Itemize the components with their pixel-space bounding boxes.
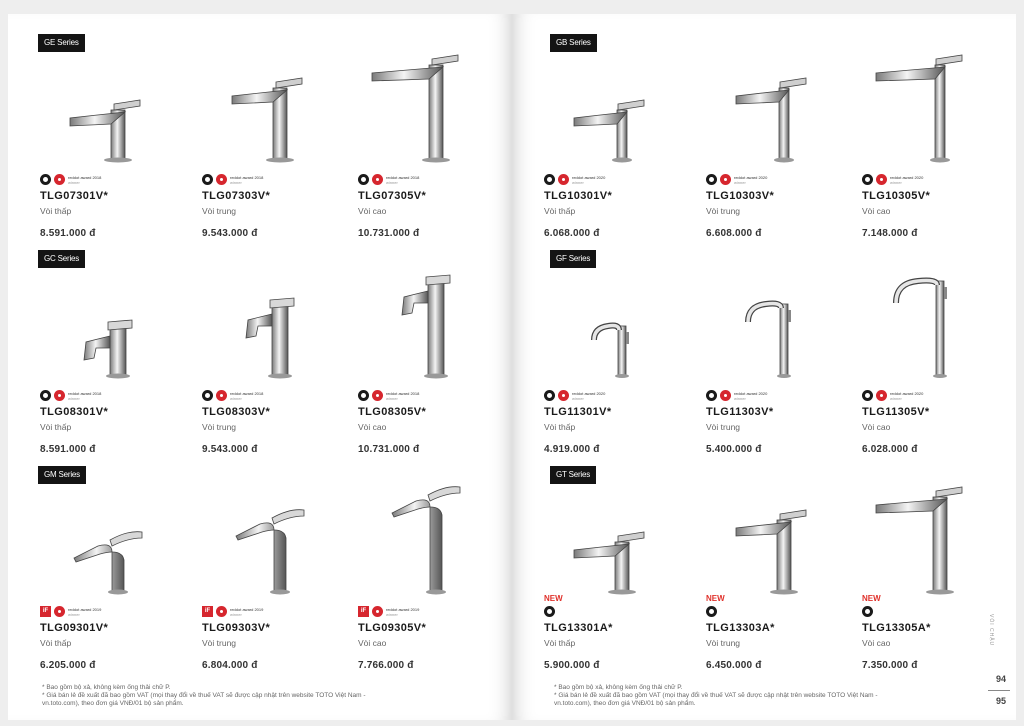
award-badges (544, 174, 606, 185)
series-tag: GF Series (550, 250, 596, 268)
award-title: reddot award 2020 (572, 174, 606, 180)
award-sub: winner (734, 179, 746, 185)
product-price: 10.731.000 đ (358, 444, 420, 455)
product-price: 9.543.000 đ (202, 228, 258, 239)
reddot-icon (876, 390, 887, 401)
series-tag: GE Series (38, 34, 85, 52)
product-code: TLG08305V* (358, 406, 427, 418)
product-type: Vòi cao (358, 422, 387, 432)
product-type: Vòi thấp (544, 422, 576, 432)
product-type: Vòi cao (358, 638, 387, 648)
if-award-icon: iF (202, 606, 213, 617)
product-type: Vòi thấp (40, 638, 72, 648)
award-sub: winner (230, 179, 242, 185)
circle-logo-icon (202, 390, 213, 401)
product-price: 5.400.000 đ (706, 444, 762, 455)
circle-logo-icon (706, 606, 717, 617)
reddot-icon (558, 390, 569, 401)
product-image (346, 48, 496, 168)
product-price: 6.804.000 đ (202, 660, 258, 671)
award-sub: winner (890, 179, 902, 185)
award-title: reddot award 2018 (230, 390, 264, 396)
new-badge: NEW (706, 594, 725, 603)
product-type: Vòi thấp (40, 422, 72, 432)
award-text (386, 391, 420, 401)
award-title: reddot award 2020 (890, 174, 924, 180)
product-type: Vòi trung (706, 206, 741, 216)
reddot-icon (558, 174, 569, 185)
reddot-icon (720, 390, 731, 401)
new-badge: NEW (862, 594, 881, 603)
circle-logo-icon (862, 390, 873, 401)
faucet-icon (532, 48, 682, 168)
award-badges (706, 390, 768, 401)
circle-logo-icon (202, 174, 213, 185)
product-card (190, 48, 340, 248)
reddot-icon (54, 174, 65, 185)
faucet-icon (850, 48, 1000, 168)
series-tag: GM Series (38, 466, 86, 484)
if-award-icon: iF (40, 606, 51, 617)
award-sub: winner (230, 611, 242, 617)
product-price: 8.591.000 đ (40, 228, 96, 239)
product-image (190, 480, 340, 600)
circle-logo-icon (862, 174, 873, 185)
award-badges (202, 174, 264, 185)
award-text (890, 391, 924, 401)
circle-logo-icon (544, 390, 555, 401)
product-type: Vòi thấp (544, 206, 576, 216)
award-badges (544, 606, 555, 617)
product-price: 4.919.000 đ (544, 444, 600, 455)
product-type: Vòi trung (202, 206, 237, 216)
product-card (28, 48, 178, 248)
product-code: TLG07305V* (358, 190, 427, 202)
award-sub: winner (572, 179, 584, 185)
product-price: 6.068.000 đ (544, 228, 600, 239)
award-sub: winner (734, 395, 746, 401)
faucet-icon (346, 48, 496, 168)
circle-logo-icon (544, 174, 555, 185)
product-price: 6.608.000 đ (706, 228, 762, 239)
circle-logo-icon (544, 606, 555, 617)
award-title: reddot award 2019 (230, 606, 264, 612)
award-title: reddot award 2018 (230, 174, 264, 180)
product-type: Vòi thấp (544, 638, 576, 648)
product-card (190, 264, 340, 464)
product-type: Vòi trung (706, 422, 741, 432)
product-image (850, 264, 1000, 384)
award-text (230, 391, 264, 401)
product-type: Vòi thấp (40, 206, 72, 216)
series-tag: GB Series (550, 34, 597, 52)
award-badges (706, 606, 717, 617)
product-code: TLG11303V* (706, 406, 774, 418)
product-price: 10.731.000 đ (358, 228, 420, 239)
circle-logo-icon (358, 390, 369, 401)
product-type: Vòi cao (862, 206, 891, 216)
product-code: TLG10305V* (862, 190, 931, 202)
product-image (190, 48, 340, 168)
footnote-line: * Bao gồm bộ xả, không kèm ống thải chữ P. (42, 684, 171, 691)
award-badges (202, 390, 264, 401)
award-title: reddot award 2018 (68, 390, 102, 396)
product-card (850, 48, 1000, 248)
award-text (386, 175, 420, 185)
product-price: 6.450.000 đ (706, 660, 762, 671)
product-card (694, 48, 844, 248)
award-title: reddot award 2018 (386, 174, 420, 180)
faucet-icon (532, 480, 682, 600)
faucet-icon (28, 48, 178, 168)
product-price: 7.350.000 đ (862, 660, 918, 671)
award-text (572, 391, 606, 401)
award-text (68, 391, 102, 401)
award-title: reddot award 2020 (572, 390, 606, 396)
faucet-icon (532, 264, 682, 384)
award-title: reddot award 2019 (386, 606, 420, 612)
award-sub: winner (386, 611, 398, 617)
product-code: TLG10301V* (544, 190, 613, 202)
product-card (532, 48, 682, 248)
reddot-icon (720, 174, 731, 185)
award-text (734, 175, 768, 185)
award-title: reddot award 2020 (890, 390, 924, 396)
circle-logo-icon (358, 174, 369, 185)
product-card (532, 480, 682, 680)
product-image (532, 264, 682, 384)
reddot-icon (372, 606, 383, 617)
product-code: TLG13305A* (862, 622, 931, 634)
if-award-icon: iF (358, 606, 369, 617)
award-text (68, 607, 102, 617)
series-tag: GC Series (38, 250, 85, 268)
product-code: TLG09303V* (202, 622, 271, 634)
product-image (694, 480, 844, 600)
award-text (734, 391, 768, 401)
product-code: TLG11305V* (862, 406, 930, 418)
product-type: Vòi trung (202, 638, 237, 648)
product-image (850, 480, 1000, 600)
reddot-icon (216, 606, 227, 617)
product-image (694, 48, 844, 168)
award-badges (358, 174, 420, 185)
product-card (190, 480, 340, 680)
product-type: Vòi trung (202, 422, 237, 432)
faucet-icon (850, 264, 1000, 384)
reddot-icon (54, 606, 65, 617)
award-text (386, 607, 420, 617)
faucet-icon (190, 48, 340, 168)
award-badges (202, 606, 264, 617)
award-badges (40, 174, 102, 185)
faucet-icon (190, 480, 340, 600)
award-text (890, 175, 924, 185)
award-sub: winner (890, 395, 902, 401)
faucet-icon (694, 264, 844, 384)
product-type: Vòi cao (862, 422, 891, 432)
circle-logo-icon (706, 390, 717, 401)
product-card (694, 264, 844, 464)
page-right (512, 14, 1016, 720)
product-code: TLG08303V* (202, 406, 271, 418)
product-price: 9.543.000 đ (202, 444, 258, 455)
product-code: TLG07301V* (40, 190, 109, 202)
award-sub: winner (68, 179, 80, 185)
award-sub: winner (68, 395, 80, 401)
award-sub: winner (386, 179, 398, 185)
new-badge: NEW (544, 594, 563, 603)
faucet-icon (850, 480, 1000, 600)
footnote-line: * Bao gồm bộ xả, không kèm ống thải chữ P. (554, 684, 683, 691)
faucet-icon (694, 480, 844, 600)
faucet-icon (346, 264, 496, 384)
faucet-icon (346, 480, 496, 600)
product-image (532, 48, 682, 168)
product-card (694, 480, 844, 680)
product-card (532, 264, 682, 464)
award-badges (706, 174, 768, 185)
product-code: TLG07303V* (202, 190, 271, 202)
product-image (694, 264, 844, 384)
award-text (572, 175, 606, 185)
circle-logo-icon (862, 606, 873, 617)
circle-logo-icon (706, 174, 717, 185)
faucet-icon (190, 264, 340, 384)
product-code: TLG09301V* (40, 622, 109, 634)
faucet-icon (28, 480, 178, 600)
reddot-icon (372, 390, 383, 401)
award-title: reddot award 2020 (734, 174, 768, 180)
award-badges (862, 390, 924, 401)
award-badges (862, 174, 924, 185)
product-code: TLG08301V* (40, 406, 109, 418)
product-code: TLG11301V* (544, 406, 612, 418)
reddot-icon (372, 174, 383, 185)
product-type: Vòi cao (358, 206, 387, 216)
award-badges (544, 390, 606, 401)
product-price: 7.148.000 đ (862, 228, 918, 239)
side-label: VÒI CHẬU (988, 614, 994, 647)
product-card (346, 480, 496, 680)
product-card (850, 480, 1000, 680)
reddot-icon (216, 390, 227, 401)
product-price: 7.766.000 đ (358, 660, 414, 671)
reddot-icon (876, 174, 887, 185)
award-badges (862, 606, 873, 617)
product-price: 6.205.000 đ (40, 660, 96, 671)
faucet-icon (694, 48, 844, 168)
product-card (346, 48, 496, 248)
award-title: reddot award 2020 (734, 390, 768, 396)
footnote-line: vn.toto.com), theo đơn giá VNĐ/01 bộ sản phẩm. (554, 700, 696, 707)
product-price: 6.028.000 đ (862, 444, 918, 455)
product-card (28, 480, 178, 680)
circle-logo-icon (40, 174, 51, 185)
award-title: reddot award 2018 (68, 174, 102, 180)
award-text (68, 175, 102, 185)
award-sub: winner (68, 611, 80, 617)
product-card (346, 264, 496, 464)
award-sub: winner (230, 395, 242, 401)
product-type: Vòi trung (706, 638, 741, 648)
footnote-line: * Giá bán lẻ đề xuất đã bao gồm VAT (mọi thay đổi về thuế VAT sẽ được cập nhật trên website TOTO Việt Nam - (554, 692, 878, 699)
product-image (28, 48, 178, 168)
faucet-icon (28, 264, 178, 384)
product-type: Vòi cao (862, 638, 891, 648)
product-image (346, 264, 496, 384)
page-number-94: 94 (995, 674, 1006, 684)
award-sub: winner (386, 395, 398, 401)
award-badges (358, 390, 420, 401)
award-badges (40, 606, 102, 617)
award-title: reddot award 2018 (386, 390, 420, 396)
award-sub: winner (572, 395, 584, 401)
award-badges (358, 606, 420, 617)
circle-logo-icon (40, 390, 51, 401)
product-code: TLG09305V* (358, 622, 427, 634)
product-card (28, 264, 178, 464)
reddot-icon (216, 174, 227, 185)
product-image (28, 480, 178, 600)
product-image (346, 480, 496, 600)
footnote-line: * Giá bán lẻ đề xuất đã bao gồm VAT (mọi thay đổi về thuế VAT sẽ được cập nhật trên website TOTO Việt Nam - (42, 692, 366, 699)
product-code: TLG13303A* (706, 622, 775, 634)
award-text (230, 607, 264, 617)
product-price: 8.591.000 đ (40, 444, 96, 455)
product-image (532, 480, 682, 600)
product-code: TLG10303V* (706, 190, 775, 202)
product-code: TLG13301A* (544, 622, 613, 634)
product-image (28, 264, 178, 384)
award-badges (40, 390, 102, 401)
product-price: 5.900.000 đ (544, 660, 600, 671)
footnote-line: vn.toto.com), theo đơn giá VNĐ/01 bộ sản phẩm. (42, 700, 184, 707)
award-title: reddot award 2019 (68, 606, 102, 612)
series-tag: GT Series (550, 466, 596, 484)
award-text (230, 175, 264, 185)
product-image (190, 264, 340, 384)
reddot-icon (54, 390, 65, 401)
product-card (850, 264, 1000, 464)
page-number-95: 95 (995, 696, 1006, 706)
product-image (850, 48, 1000, 168)
page-left (8, 14, 512, 720)
